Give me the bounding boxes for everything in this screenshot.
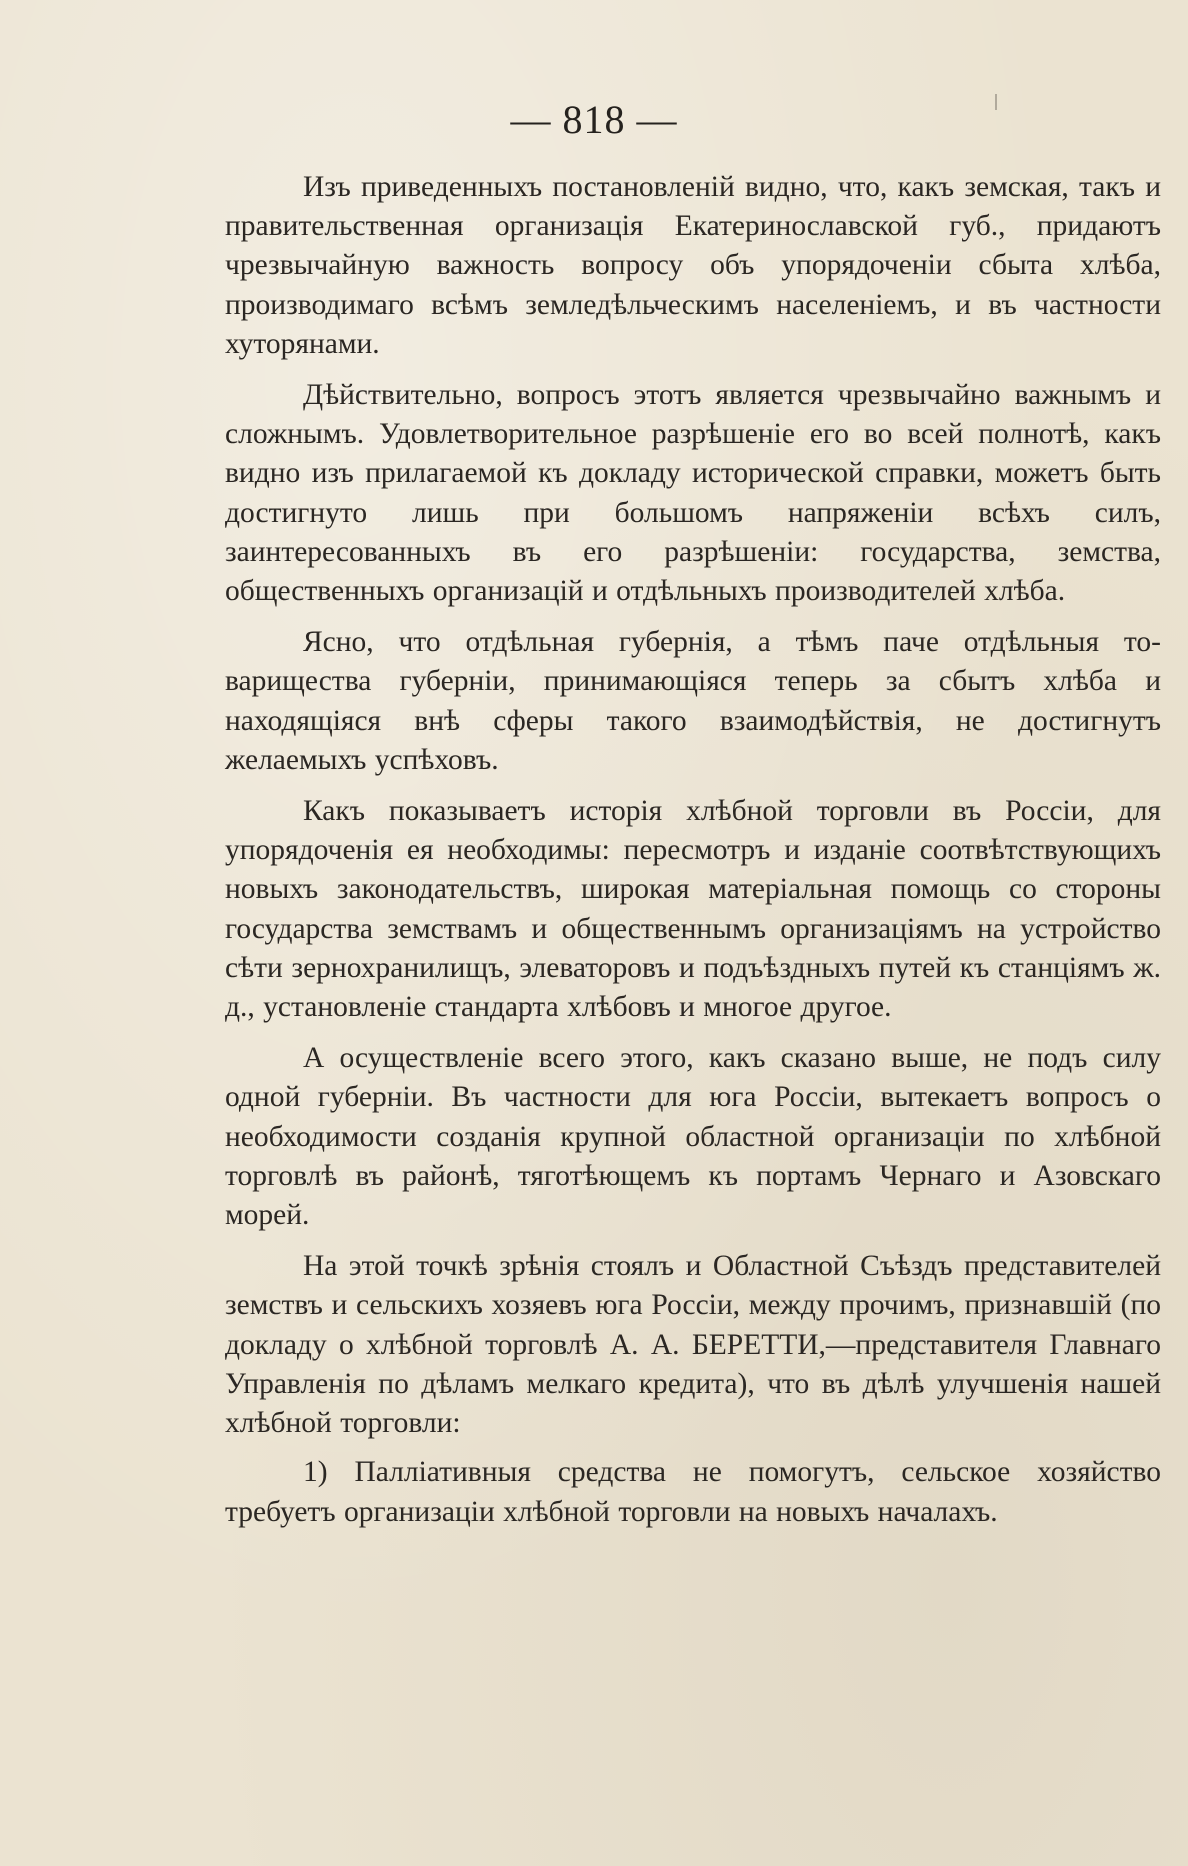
page-number: — 818 —	[510, 97, 678, 142]
paragraph-5: А осуществленіе всего этого, какъ сказано выше, не подъ силу одной губерніи. Въ частности для юга Россіи, вытекаетъ вопросъ о необходимости созданія крупной областной организаціи по хлѣбной торговлѣ въ районѣ, тяготѣющемъ къ портамъ Чернаго и Азовскаго морей.	[225, 1042, 1161, 1232]
paragraph-2: Дѣйствительно, вопросъ этотъ является чрезвычайно важнымъ и сложнымъ. Удовлетворительное разрѣшеніе его во всей полнотѣ, какъ видно изъ прилагаемой къ докладу исторической справки, можетъ быть достигнуто лишь при большомъ напряженіи всѣхъ силъ, заинтересованныхъ въ его разрѣшеніи: государства, земства, общественныхъ организацій и отдѣльныхъ производителей хлѣба.	[225, 379, 1161, 608]
paragraph-4: Какъ показываетъ исторія хлѣбной торговли въ Россіи, для упорядоченія ея необходимы: пересмотръ и изданіе соотвѣтствующихъ новыхъ законодательствъ, широкая матеріальная помощь со стороны государства земствамъ и общественнымъ организаціямъ на устройство сѣти зернохранилищъ, элеваторовъ и подъѣздныхъ путей къ станціямъ ж. д., установленіе стандарта хлѣбовъ и многое другое.	[225, 795, 1161, 1024]
paragraph-6: На этой точкѣ зрѣнія стоялъ и Областной Съѣздъ представителей земствъ и сельскихъ хозяевъ юга Россіи, между прочимъ, признавшій (по докладу о хлѣбной торговлѣ А. А. БЕРЕТТИ,—представителя Главнаго Управленія по дѣламъ мелкаго кредита), что въ дѣлѣ улучшенія нашей хлѣбной торговли:	[225, 1250, 1161, 1440]
paragraph-3: Ясно, что отдѣльная губернія, а тѣмъ паче отдѣльныя товарищества губерніи, принимающіяся теперь за сбытъ хлѣба и находящіяся внѣ сферы такого взаимодѣйствія, не достигнутъ желаемыхъ успѣховъ.	[225, 626, 1161, 776]
main-text	[225, 168, 1161, 1544]
paragraph-7: 1) Палліативныя средства не помогутъ, сельское хозяйство требуетъ организаціи хлѣбной торговли на новыхъ началахъ.	[225, 1456, 1161, 1528]
paragraph-1: Изъ приведенныхъ постановленій видно, что, какъ земская, такъ и правительственная организація Екатеринославской губ., придаютъ чрезвычайную важность вопросу объ упорядоченіи сбыта хлѣба, производимаго всѣмъ земледѣльческимъ населеніемъ, и въ частности хуторянами.	[225, 171, 1161, 360]
